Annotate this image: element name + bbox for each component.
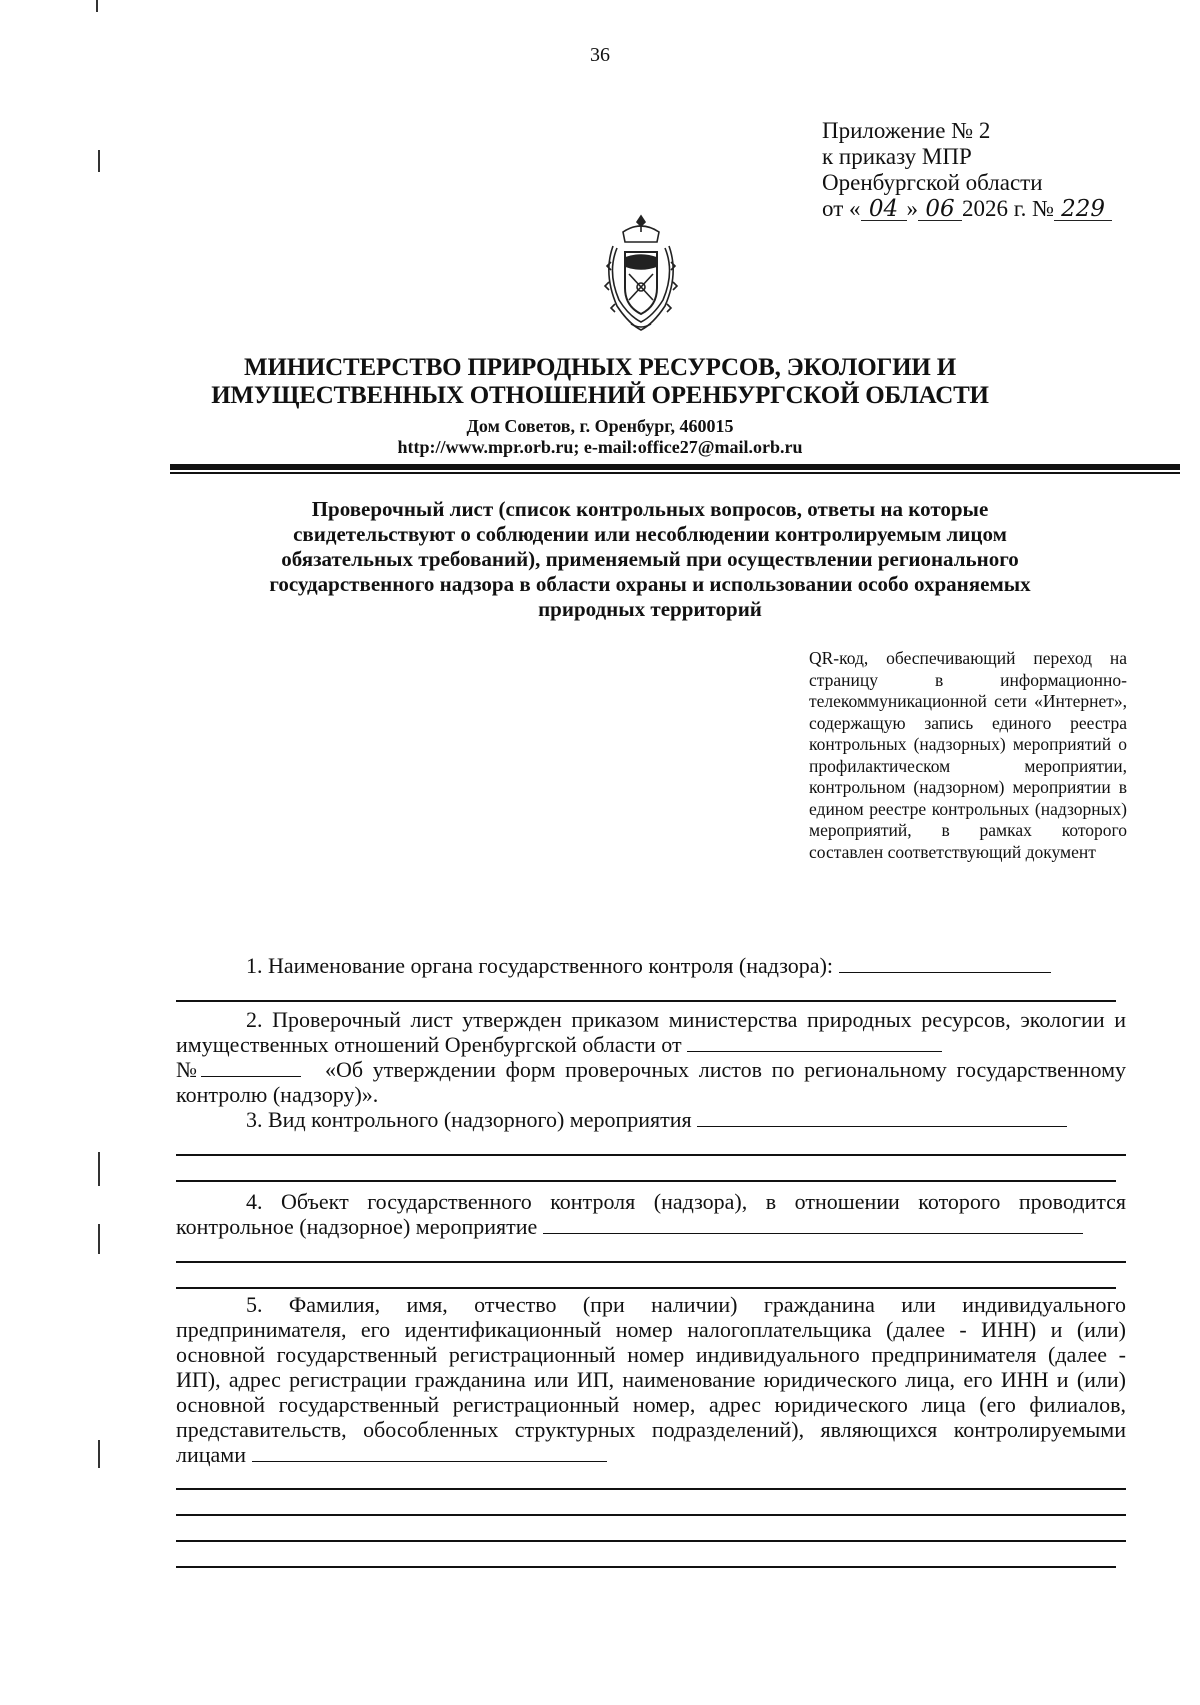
- scan-mark: [98, 1224, 100, 1254]
- item-1-blank: [839, 954, 1051, 973]
- fill-line: [176, 1000, 1116, 1002]
- date-day: 04: [861, 198, 907, 221]
- contacts-line: http://www.mpr.orb.ru; e-mail:office27@mail.orb.ru: [397, 437, 803, 457]
- ministry-line-2: ИМУЩЕСТВЕННЫХ ОТНОШЕНИЙ ОРЕНБУРГСКОЙ ОБЛАСТИ: [211, 382, 989, 409]
- date-month: 06: [918, 198, 962, 221]
- appendix-date-line: [822, 196, 1112, 222]
- fill-line: [176, 1514, 1126, 1516]
- scan-mark: [98, 1152, 100, 1186]
- coat-of-arms-icon: [601, 212, 681, 334]
- page-number: 36: [590, 44, 610, 66]
- title-line-4: государственного надзора в области охраны и использовании особо охраняемых: [269, 572, 1031, 596]
- title-line-5: природных территорий: [538, 597, 762, 621]
- item-4-text: 4. Объект государственного контроля (надзора), в отношении которого проводится: [246, 1189, 1126, 1214]
- item-4: [176, 1189, 1126, 1214]
- title-line-2: свидетельствуют о соблюдении или несоблюдении контролируемым лицом: [293, 522, 1007, 546]
- appendix-line-1: Приложение № 2: [822, 118, 991, 143]
- fill-line: [176, 1261, 1126, 1263]
- scan-mark: [98, 150, 100, 172]
- ministry-name: [0, 354, 1200, 410]
- fill-line: [176, 1287, 1116, 1289]
- fill-line: [176, 1566, 1116, 1568]
- item-4-continued: [176, 1214, 1126, 1239]
- item-3-blank: [697, 1108, 1067, 1127]
- fill-line: [176, 1488, 1126, 1490]
- scan-mark: [96, 0, 98, 12]
- item-2-no-label: №: [176, 1057, 202, 1082]
- fill-line: [176, 1180, 1116, 1182]
- item-2-continued: [176, 1057, 1126, 1107]
- scan-mark: [98, 1440, 100, 1468]
- appendix-line-3: Оренбургской области: [822, 170, 1043, 195]
- fill-line: [176, 1540, 1126, 1542]
- item-3: [176, 1107, 1126, 1132]
- date-prefix: от «: [822, 196, 861, 221]
- item-5-blank: [252, 1443, 607, 1462]
- address-line: Дом Советов, г. Оренбург, 460015: [466, 416, 734, 436]
- item-4-label: контрольное (надзорное) мероприятие: [176, 1214, 538, 1239]
- item-2-number-blank: [201, 1058, 301, 1077]
- date-year: 2026 г. №: [962, 196, 1055, 221]
- item-1-label: 1. Наименование органа государственного контроля (надзора):: [246, 953, 834, 978]
- item-4-blank: [543, 1215, 1083, 1234]
- date-mid: »: [906, 196, 918, 221]
- ministry-address: [0, 416, 1200, 458]
- order-number: 229: [1054, 198, 1112, 221]
- item-3-label: 3. Вид контрольного (надзорного) мероприятия: [246, 1107, 692, 1132]
- item-2-text: 2. Проверочный лист утвержден приказом министерства природных ресурсов, экологии и имущественных отношений Оренбургской области от: [176, 1007, 1126, 1057]
- document-title: [200, 497, 1100, 622]
- appendix-block: [822, 118, 1112, 222]
- ministry-line-1: МИНИСТЕРСТВО ПРИРОДНЫХ РЕСУРСОВ, ЭКОЛОГИИ И: [244, 354, 956, 381]
- qr-code-note: QR-код, обеспечивающий переход на страницу в информационно-телекоммуникационной сети «Интернет», содержащую запись единого реестра контрольных (надзорных) мероприятий о профилактическом мероприятии, контрольном (надзорном) мероприятии в едином реестре контрольных (надзорных) мероприятий, в рамках которого составлен соответствующий документ: [809, 648, 1127, 862]
- title-line-1: Проверочный лист (список контрольных вопросов, ответы на которые: [311, 497, 989, 521]
- title-line-3: обязательных требований), применяемый при осуществлении регионального: [281, 547, 1019, 571]
- item-2-date-blank: [687, 1033, 942, 1052]
- item-2-order-title: «Об утверждении форм проверочных листов по региональному государственному контролю (надзору)».: [176, 1057, 1127, 1107]
- item-1: [176, 953, 1126, 978]
- item-2: [176, 1007, 1126, 1057]
- item-5: [176, 1292, 1126, 1467]
- fill-line: [176, 1154, 1126, 1156]
- item-5-text: 5. Фамилия, имя, отчество (при наличии) гражданина или индивидуального предпринимателя, его идентификационный номер налогоплательщика (далее - ИНН) и (или) основной государственный регистрационный номер индивидуального предпринимателя (далее - ИП), адрес регистрации гражданина или ИП, наименование юридического лица, его ИНН и (или) основной государственный регистрационный номер, адрес юридического лица (его филиалов, представительств, обособленных структурных подразделений), являющихся контролируемыми лицами: [176, 1292, 1126, 1467]
- header-divider: [170, 464, 1180, 470]
- header-divider-thin: [170, 472, 1180, 474]
- appendix-line-2: к приказу МПР: [822, 144, 972, 169]
